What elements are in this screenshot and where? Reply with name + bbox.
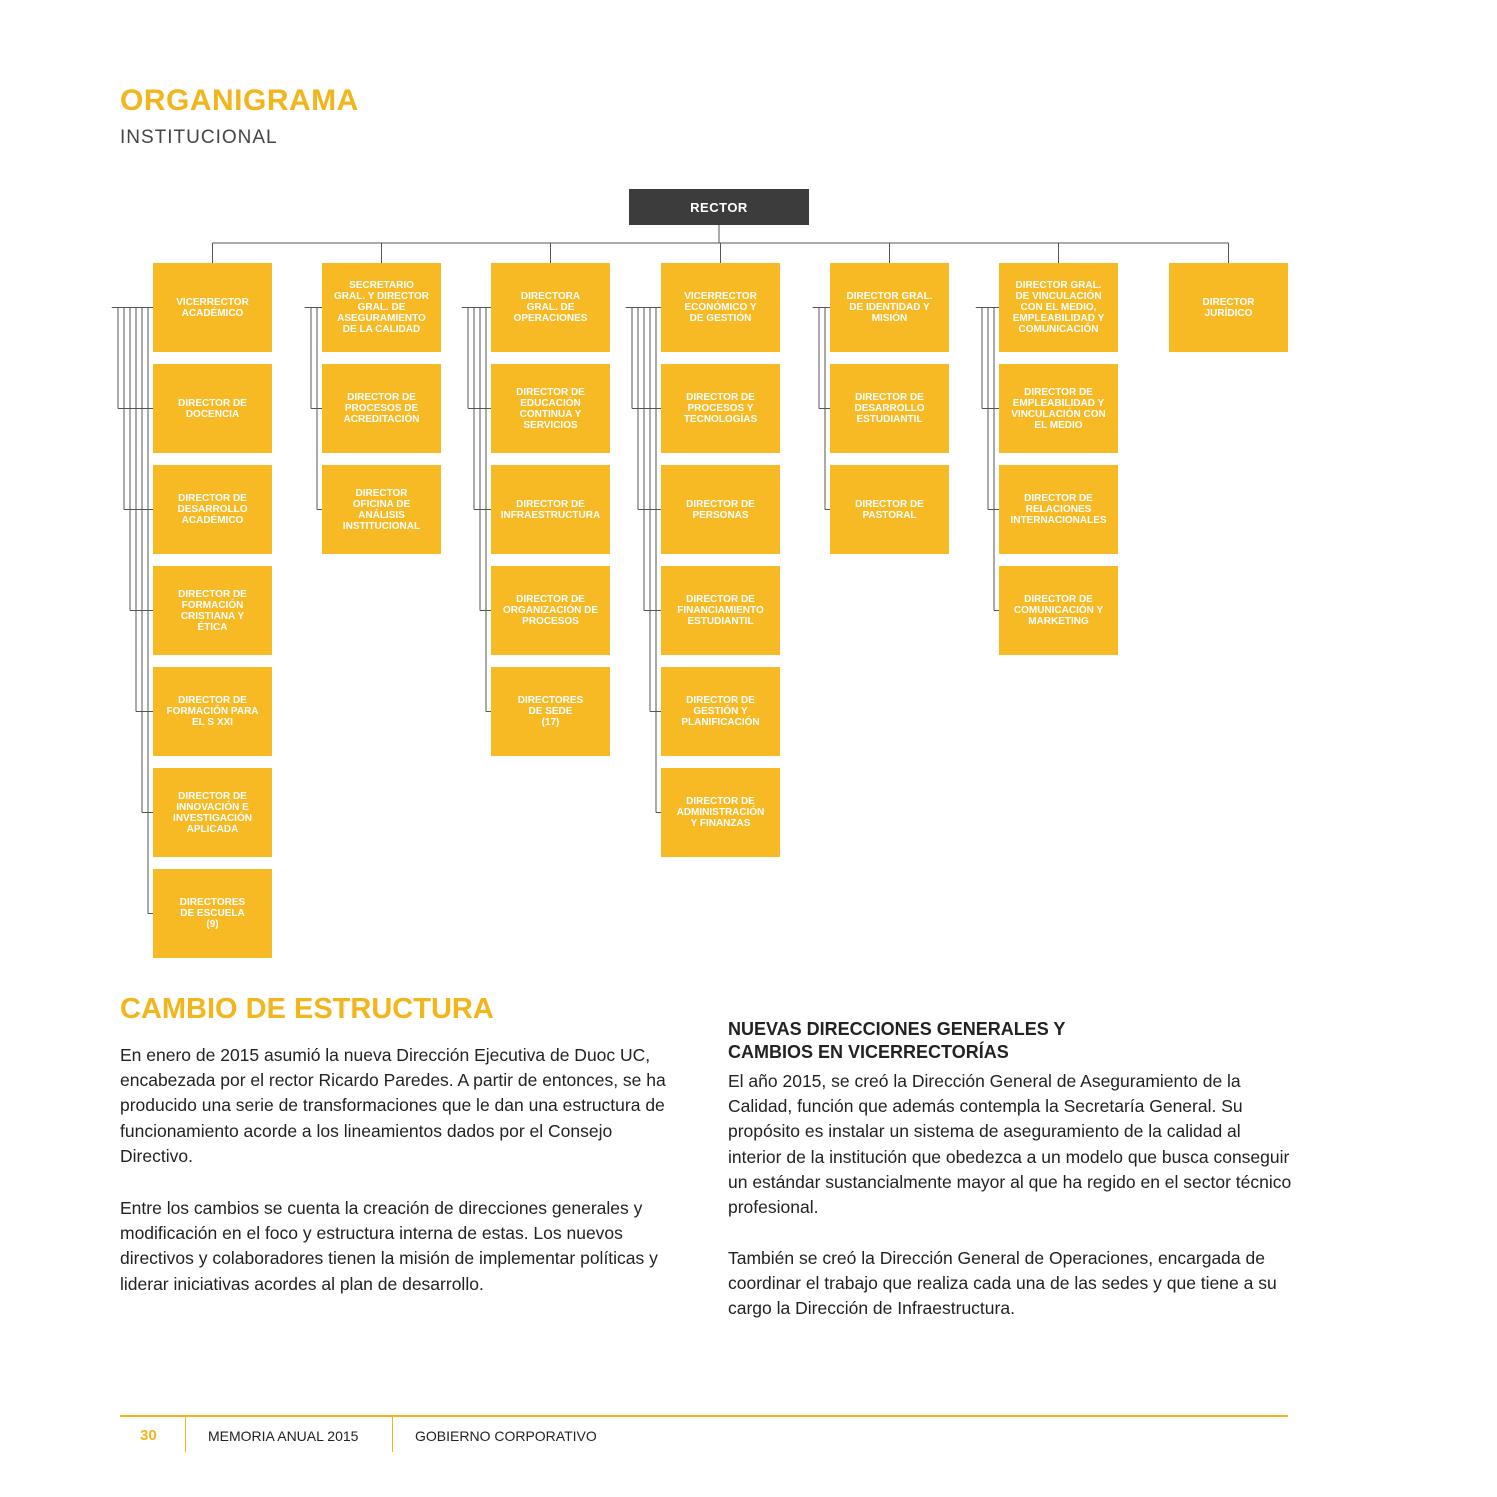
footer-publication: MEMORIA ANUAL 2015 xyxy=(208,1428,359,1444)
org-box-head: DIRECTOR GRAL. DE IDENTIDAD Y MISIÓN xyxy=(830,263,949,352)
section2-paragraph-2: También se creó la Dirección General de Operaciones, encargada de coordinar el trabajo que realiza cada una de las sedes y que tiene a su cargo la Dirección de Infraestructura. xyxy=(728,1248,1277,1319)
org-box-child: DIRECTOR DE DESARROLLO ESTUDIANTIL xyxy=(830,364,949,453)
org-box-child: DIRECTOR DE DESARROLLO ACADÉMICO xyxy=(153,465,272,554)
footer-rule xyxy=(120,1415,1288,1417)
footer-divider xyxy=(392,1417,393,1452)
org-box-head: DIRECTORA GRAL. DE OPERACIONES xyxy=(491,263,610,352)
org-box-child: DIRECTOR DE PROCESOS DE ACREDITACIÓN xyxy=(322,364,441,453)
org-box-child: DIRECTOR DE EMPLEABILIDAD Y VINCULACIÓN CON EL MEDIO xyxy=(999,364,1118,453)
org-box-child: DIRECTOR DE PROCESOS Y TECNOLOGÍAS xyxy=(661,364,780,453)
org-box-child: DIRECTOR DE PERSONAS xyxy=(661,465,780,554)
page-subtitle: INSTITUCIONAL xyxy=(120,127,278,148)
org-box-head: DIRECTOR GRAL. DE VINCULACIÓN CON EL MEDIO, EMPLEABILIDAD Y COMUNICACIÓN xyxy=(999,263,1118,352)
org-box-child: DIRECTOR OFICINA DE ANÁLISIS INSTITUCIONAL xyxy=(322,465,441,554)
org-box-child: DIRECTOR DE COMUNICACIÓN Y MARKETING xyxy=(999,566,1118,655)
footer-divider xyxy=(185,1417,186,1452)
org-box-head: DIRECTOR JURÍDICO xyxy=(1169,263,1288,352)
org-box-head: SECRETARIO GRAL. Y DIRECTOR GRAL. DE ASEGURAMIENTO DE LA CALIDAD xyxy=(322,263,441,352)
org-box-child: DIRECTOR DE EDUCACIÓN CONTINUA Y SERVICIOS xyxy=(491,364,610,453)
org-box-child: DIRECTOR DE GESTIÓN Y PLANIFICACIÓN xyxy=(661,667,780,756)
org-box-child: DIRECTOR DE ORGANIZACIÓN DE PROCESOS xyxy=(491,566,610,655)
org-box-child: DIRECTORES DE ESCUELA (9) xyxy=(153,869,272,958)
section2-paragraph-1: El año 2015, se creó la Dirección General de Aseguramiento de la Calidad, función que además contempla la Secretaría General. Su propósito es instalar un sistema de aseguramiento de la calidad al interior de la institución que obedezca a un modelo que busca conseguir un estándar sustancialmente mayor al que ha regido en el sector técnico profesional. xyxy=(728,1071,1292,1218)
section-heading-cambio: CAMBIO DE ESTRUCTURA xyxy=(120,993,494,1025)
org-box-head: VICERRECTOR ACADÉMICO xyxy=(153,263,272,352)
section1-paragraph-1: En enero de 2015 asumió la nueva Dirección Ejecutiva de Duoc UC, encabezada por el rector Ricardo Paredes. A partir de entonces, se ha producido una serie de transformaciones que le dan una estructura de funcionamiento acorde a los lineamientos dados por el Consejo Directivo. xyxy=(120,1045,666,1166)
org-box-child: DIRECTOR DE FORMACIÓN CRISTIANA Y ÉTICA xyxy=(153,566,272,655)
section-heading-nuevas: NUEVAS DIRECCIONES GENERALES Y CAMBIOS EN VICERRECTORÍAS xyxy=(728,1019,1066,1062)
org-box-child: DIRECTOR DE FINANCIAMIENTO ESTUDIANTIL xyxy=(661,566,780,655)
page-title: ORGANIGRAMA xyxy=(120,84,359,117)
org-box-child: DIRECTOR DE INFRAESTRUCTURA xyxy=(491,465,610,554)
footer-section: GOBIERNO CORPORATIVO xyxy=(415,1428,597,1444)
org-box-child: DIRECTOR DE INNOVACIÓN E INVESTIGACIÓN APLICADA xyxy=(153,768,272,857)
org-box-child: DIRECTOR DE FORMACIÓN PARA EL S XXI xyxy=(153,667,272,756)
org-box-child: DIRECTOR DE PASTORAL xyxy=(830,465,949,554)
page-number: 30 xyxy=(140,1427,157,1444)
org-box-head: VICERRECTOR ECONÓMICO Y DE GESTIÓN xyxy=(661,263,780,352)
org-root-rector: RECTOR xyxy=(629,189,809,225)
org-box-child: DIRECTOR DE ADMINISTRACIÓN Y FINANZAS xyxy=(661,768,780,857)
org-box-child: DIRECTORES DE SEDE (17) xyxy=(491,667,610,756)
org-box-child: DIRECTOR DE DOCENCIA xyxy=(153,364,272,453)
section1-paragraph-2: Entre los cambios se cuenta la creación de direcciones generales y modificación en el foco y estructura interna de estas. Los nuevos directivos y colaboradores tienen la misión de implementar políticas y liderar iniciativas acordes al plan de desarrollo. xyxy=(120,1198,658,1294)
org-box-child: DIRECTOR DE RELACIONES INTERNACIONALES xyxy=(999,465,1118,554)
